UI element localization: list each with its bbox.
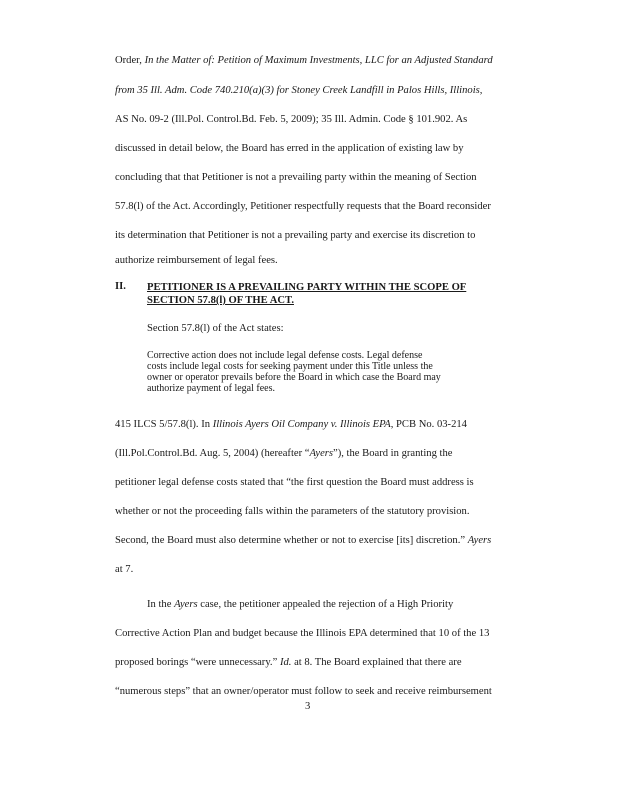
text-span: , PCB No. 03-214 bbox=[390, 419, 467, 430]
body-line: discussed in detail below, the Board has erred in the application of existing law by bbox=[115, 143, 464, 154]
page-number: 3 bbox=[305, 701, 311, 712]
body-line: AS No. 09-2 (Ill.Pol. Control.Bd. Feb. 5, 2009); 35 Ill. Admin. Code § 101.902. As bbox=[115, 114, 468, 125]
section-heading-line: SECTION 57.8(l) OF THE ACT. bbox=[147, 295, 294, 306]
body-line bbox=[115, 84, 482, 97]
text-span: In the bbox=[147, 599, 175, 610]
case-citation-italic: from 35 Ill. Adm. Code 740.210(a)(3) for Stoney Creek Landfill in Palos Hills, Illinois, bbox=[115, 85, 483, 96]
case-citation-italic: Ayers bbox=[309, 448, 334, 459]
body-line: whether or not the proceeding falls within the parameters of the statutory provision. bbox=[115, 506, 470, 517]
text-span: at 8. The Board explained that there are bbox=[291, 657, 462, 668]
block-quote-line: authorize payment of legal fees. bbox=[147, 383, 275, 394]
text-span: ”), the Board in granting the bbox=[333, 448, 453, 459]
body-line bbox=[115, 54, 493, 67]
body-line: its determination that Petitioner is not a prevailing party and exercise its discretion to bbox=[115, 230, 476, 241]
body-line: concluding that that Petitioner is not a prevailing party within the meaning of Section bbox=[115, 172, 477, 183]
body-line bbox=[147, 598, 453, 611]
quote-intro: Section 57.8(l) of the Act states: bbox=[147, 323, 284, 334]
body-line: petitioner legal defense costs stated that “the first question the Board must address is bbox=[115, 477, 474, 488]
section-number: II. bbox=[115, 281, 126, 292]
case-citation-italic: Illinois Ayers Oil Company v. Illinois EPA bbox=[212, 419, 391, 430]
block-quote-line: Corrective action does not include legal defense costs. Legal defense bbox=[147, 350, 423, 361]
body-line: Corrective Action Plan and budget because the Illinois EPA determined that 10 of the 13 bbox=[115, 628, 490, 639]
block-quote-line: owner or operator prevails before the Board in which case the Board may bbox=[147, 372, 441, 383]
body-line bbox=[115, 447, 452, 460]
body-line bbox=[115, 418, 467, 431]
text-span: case, the petitioner appealed the rejection of a High Priority bbox=[197, 599, 454, 610]
text-span: Second, the Board must also determine whether or not to exercise [its] discretion.” bbox=[115, 535, 468, 546]
case-citation-italic: Ayers bbox=[467, 535, 492, 546]
text-span: 415 ILCS 5/57.8(l). In bbox=[115, 419, 213, 430]
text-span: Order, bbox=[115, 55, 145, 66]
body-line: 57.8(l) of the Act. Accordingly, Petitioner respectfully requests that the Board reconsider bbox=[115, 201, 491, 212]
body-line bbox=[115, 534, 491, 547]
section-heading-line: PETITIONER IS A PREVAILING PARTY WITHIN THE SCOPE OF bbox=[147, 282, 467, 293]
body-line: authorize reimbursement of legal fees. bbox=[115, 255, 278, 266]
block-quote-line: costs include legal costs for seeking payment under this Title unless the bbox=[147, 361, 433, 372]
case-citation-italic: In the Matter of: Petition of Maximum Investments, LLC for an Adjusted Standard bbox=[144, 55, 493, 66]
case-citation-italic: Ayers bbox=[174, 599, 198, 610]
body-line: at 7. bbox=[115, 564, 134, 575]
text-span: (Ill.Pol.Control.Bd. Aug. 5, 2004) (hereafter “ bbox=[115, 448, 310, 459]
body-line: “numerous steps” that an owner/operator must follow to seek and receive reimbursement bbox=[115, 686, 492, 697]
section-heading bbox=[147, 281, 466, 307]
text-span: proposed borings “were unnecessary.” bbox=[115, 657, 280, 668]
body-line bbox=[115, 656, 462, 669]
case-citation-italic: Id. bbox=[279, 657, 292, 668]
